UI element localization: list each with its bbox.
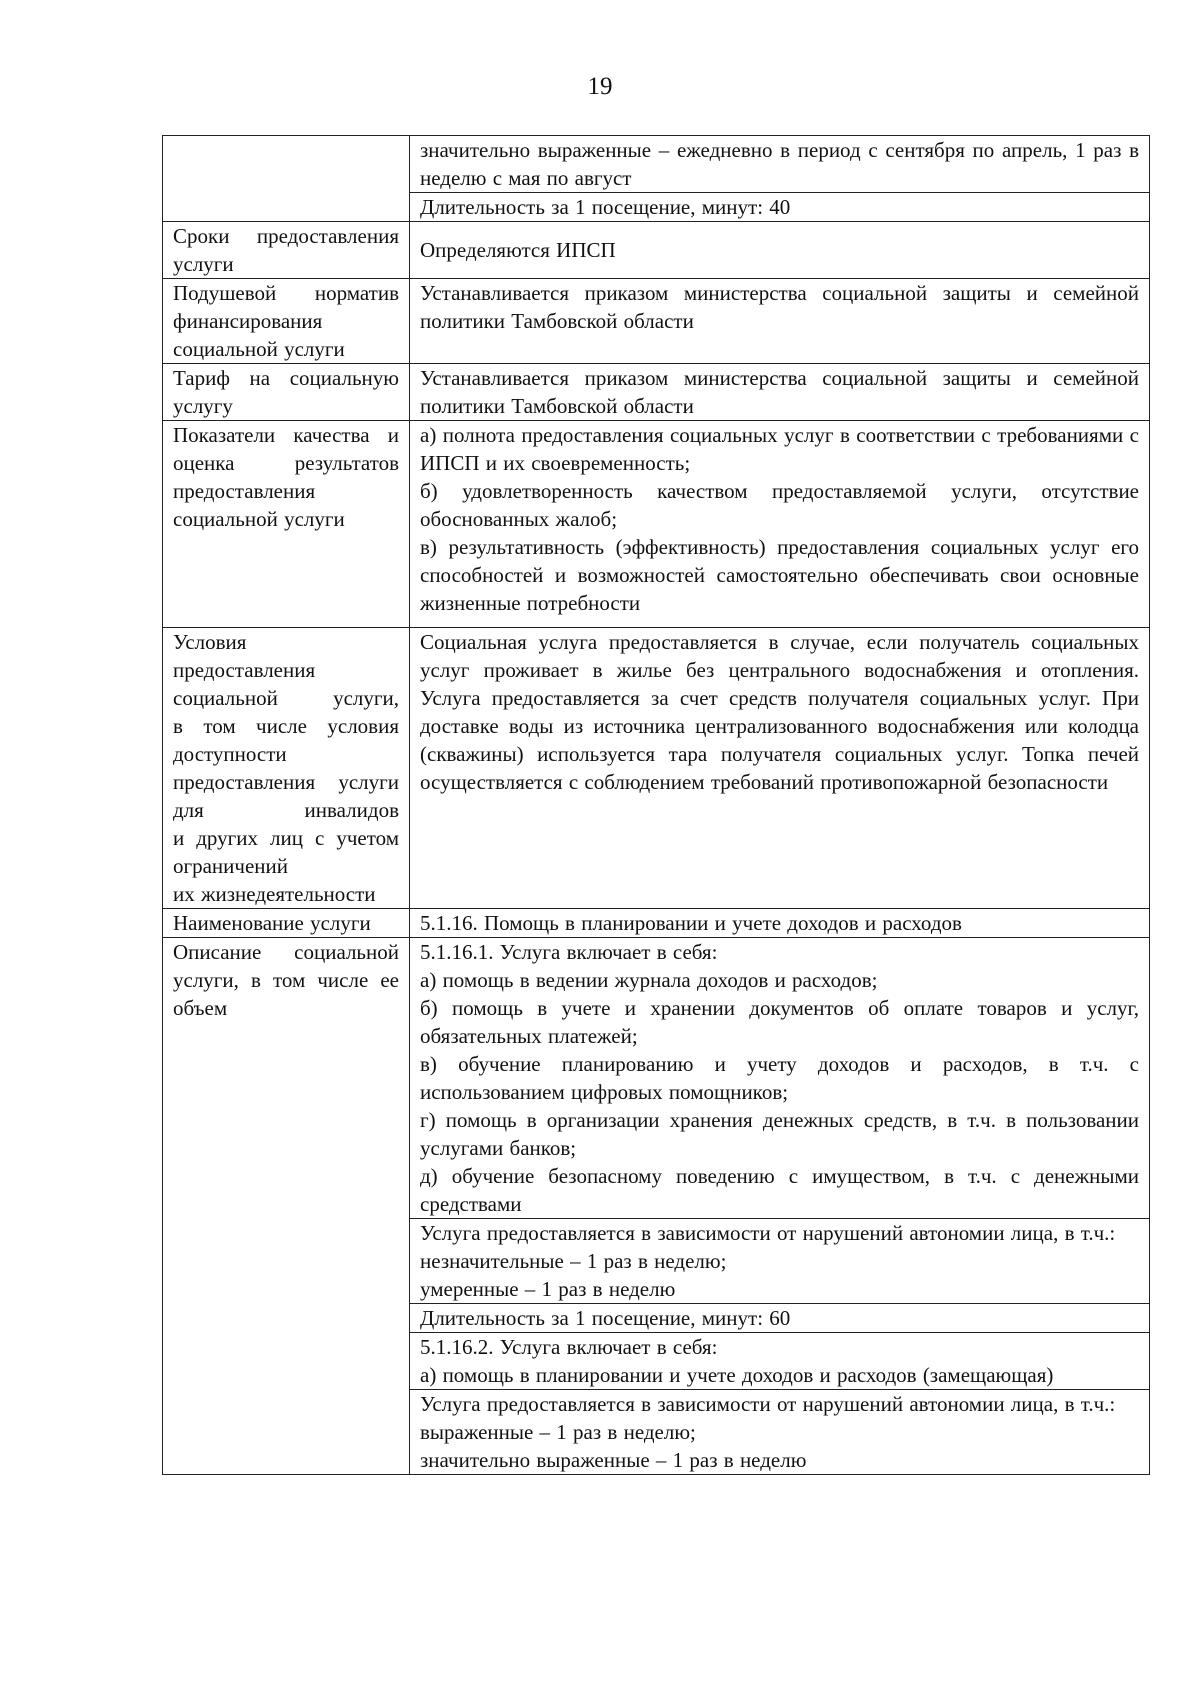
conditions-label-line: социальной услуги,	[173, 686, 399, 710]
service-table	[162, 135, 1150, 1475]
value-cell	[410, 421, 1150, 628]
duration-text: Длительность за 1 посещение, минут: 40	[420, 195, 791, 219]
quality-label: Показатели качества и оценка результатов предоставления социальной услуги	[173, 423, 399, 531]
service-name-label: Наименование услуги	[173, 911, 371, 935]
subservice-item: а) помощь в ведении журнала доходов и расходов;	[420, 968, 878, 992]
conditions-label-line: ограничений	[173, 854, 289, 878]
frequency-item: выраженные – 1 раз в неделю;	[420, 1420, 696, 1444]
table-row	[163, 364, 1150, 421]
table-row	[163, 938, 1150, 1219]
frequency-cell	[410, 1219, 1150, 1304]
duration-text: Длительность за 1 посещение, минут: 60	[420, 1306, 791, 1330]
conditions-value: Социальная услуга предоставляется в случае, если получатель социальных услуг проживает в жилье без центрального водоснабжения и отопления. Услуга предоставляется за счет средств получателя социальных услуг. При доставке воды из источника централизованного водоснабжения или колодца (скважины) используется тара получателя социальных услуг. Топка печей осуществляется с соблюдением требований противопожарной безопасности	[420, 630, 1139, 794]
description-label: Описание социальной услуги, в том числе ее объем	[173, 940, 399, 1020]
conditions-label-line: для инвалидов	[173, 798, 399, 822]
frequency-item: умеренные – 1 раз в неделю	[420, 1277, 676, 1301]
norm-label: Подушевой норматив финансирования социальной услуги	[173, 281, 399, 361]
deadline-value: Определяются ИПСП	[420, 238, 616, 262]
value-cell	[410, 1333, 1150, 1390]
frequency-intro: Услуга предоставляется в зависимости от нарушений автономии лица, в т.ч.:	[420, 1392, 1116, 1416]
conditions-label-line: доступности	[173, 742, 287, 766]
quality-item: а) полнота предоставления социальных услуг в соответствии с требованиями с ИПСП и их своевременность;	[420, 423, 1139, 475]
subservice-heading: 5.1.16.2. Услуга включает в себя:	[420, 1335, 718, 1359]
duration-cell	[410, 1304, 1150, 1333]
label-cell	[163, 909, 410, 938]
frequency-cell	[410, 1390, 1150, 1475]
value-cell	[410, 364, 1150, 421]
frequency-intro: Услуга предоставляется в зависимости от нарушений автономии лица, в т.ч.:	[420, 1221, 1116, 1245]
value-cell	[410, 279, 1150, 364]
conditions-label-line: в том числе условия	[173, 714, 399, 738]
table-row	[163, 136, 1150, 193]
subservice-heading: 5.1.16.1. Услуга включает в себя:	[420, 940, 718, 964]
tariff-value: Устанавливается приказом министерства социальной защиты и семейной политики Тамбовской области	[420, 366, 1139, 418]
value-cell	[410, 222, 1150, 279]
subservice-item: а) помощь в планировании и учете доходов и расходов (замещающая)	[420, 1363, 1054, 1387]
label-cell	[163, 364, 410, 421]
subservice-item: в) обучение планированию и учету доходов и расходов, в т.ч. с использованием цифровых помощников;	[420, 1052, 1139, 1104]
label-cell	[163, 222, 410, 279]
frequency-cell	[410, 136, 1150, 193]
subservice-item: д) обучение безопасному поведению с имуществом, в т.ч. с денежными средствами	[420, 1164, 1139, 1216]
duration-cell	[410, 193, 1150, 222]
table-row	[163, 628, 1150, 909]
quality-item: б) удовлетворенность качеством предоставляемой услуги, отсутствие обоснованных жалоб;	[420, 479, 1139, 531]
subservice-item: б) помощь в учете и хранении документов об оплате товаров и услуг, обязательных платежей;	[420, 996, 1139, 1048]
frequency-item: значительно выраженные – 1 раз в неделю	[420, 1448, 807, 1472]
conditions-label-line: их жизнедеятельности	[173, 882, 376, 906]
label-cell	[163, 938, 410, 1475]
conditions-label-line: предоставления услуги	[173, 770, 399, 794]
table-row	[163, 222, 1150, 279]
subservice-item: г) помощь в организации хранения денежных средств, в т.ч. в пользовании услугами банков;	[420, 1108, 1139, 1160]
tariff-label: Тариф на социальную услугу	[173, 366, 399, 418]
norm-value: Устанавливается приказом министерства социальной защиты и семейной политики Тамбовской области	[420, 281, 1139, 333]
label-cell	[163, 279, 410, 364]
table-row	[163, 279, 1150, 364]
deadline-label: Сроки предоставления услуги	[173, 224, 399, 276]
table-row	[163, 909, 1150, 938]
conditions-label-line: предоставления	[173, 658, 316, 682]
value-cell	[410, 938, 1150, 1219]
label-cell	[163, 421, 410, 628]
conditions-label-line: и других лиц с учетом	[173, 826, 399, 850]
label-cell	[163, 628, 410, 909]
empty-label-cell	[163, 136, 410, 222]
value-cell	[410, 909, 1150, 938]
service-name-value: 5.1.16. Помощь в планировании и учете доходов и расходов	[420, 911, 962, 935]
page-number: 19	[587, 73, 613, 100]
frequency-text: значительно выраженные – ежедневно в период с сентября по апрель, 1 раз в неделю с мая по август	[420, 138, 1139, 190]
frequency-item: незначительные – 1 раз в неделю;	[420, 1249, 727, 1273]
value-cell	[410, 628, 1150, 909]
conditions-label-line: Условия	[173, 630, 247, 654]
quality-item: в) результативность (эффективность) предоставления социальных услуг его способностей и возможностей самостоятельно обеспечивать свои основные жизненные потребности	[420, 535, 1139, 615]
table-row	[163, 421, 1150, 628]
